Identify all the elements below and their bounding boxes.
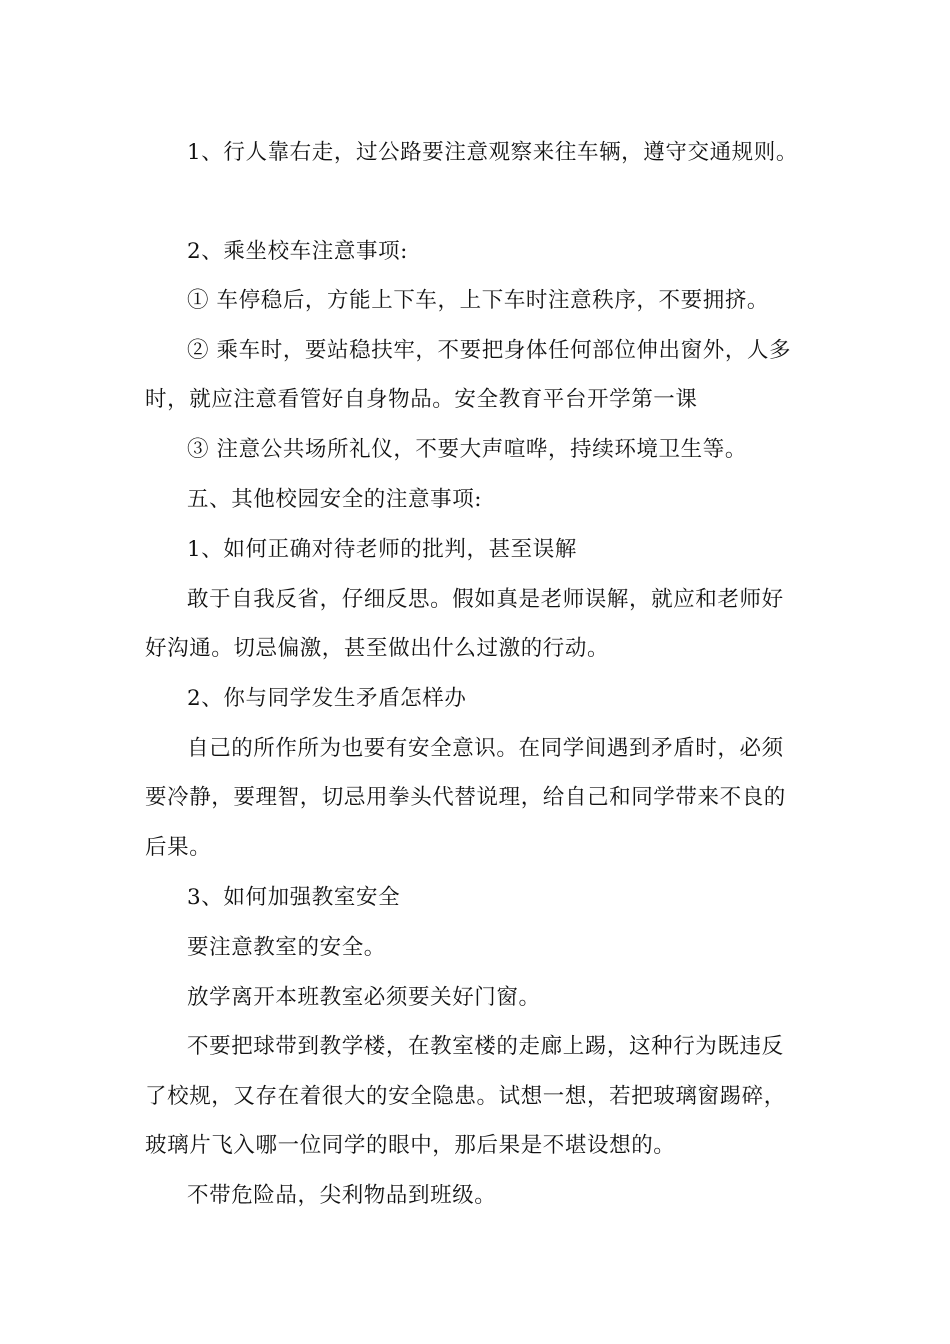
paragraph-line: ① 车停稳后，方能上下车，上下车时注意秩序，不要拥挤。	[187, 288, 770, 313]
paragraph-line: 不带危险品，尖利物品到班级。	[187, 1183, 497, 1208]
paragraph-line: 自己的所作所为也要有安全意识。在同学间遇到矛盾时，必须	[187, 736, 784, 761]
paragraph-line: 1、行人靠右走，过公路要注意观察来往车辆，遵守交通规则。	[187, 140, 798, 165]
paragraph-line: 玻璃片飞入哪一位同学的眼中，那后果是不堪设想的。	[145, 1133, 676, 1158]
paragraph-line: ③ 注意公共场所礼仪，不要大声喧哗，持续环境卫生等。	[187, 437, 747, 462]
paragraph-line: 不要把球带到教学楼，在教室楼的走廊上踢，这种行为既违反	[187, 1034, 784, 1059]
subheading: 3、如何加强教室安全	[187, 885, 401, 910]
paragraph-line: 后果。	[145, 835, 212, 860]
paragraph-line: 敢于自我反省，仔细反思。假如真是老师误解，就应和老师好	[187, 587, 784, 612]
paragraph-line: 要注意教室的安全。	[187, 935, 386, 960]
paragraph-line: 时，就应注意看管好自身物品。安全教育平台开学第一课	[145, 387, 698, 412]
subheading: 2、你与同学发生矛盾怎样办	[187, 686, 467, 711]
paragraph-line: 放学离开本班教室必须要关好门窗。	[187, 985, 541, 1010]
paragraph-line: 了校规，又存在着很大的安全隐患。试想一想，若把玻璃窗踢碎，	[145, 1084, 786, 1109]
paragraph-line: ② 乘车时，要站稳扶牢，不要把身体任何部位伸出窗外，人多	[187, 338, 792, 363]
paragraph-line: 要冷静，要理智，切忌用拳头代替说理，给自己和同学带来不良的	[145, 785, 786, 810]
subheading: 1、如何正确对待老师的批判，甚至误解	[187, 537, 577, 562]
section-heading: 五、其他校园安全的注意事项:	[187, 487, 483, 512]
paragraph-line: 2、乘坐校车注意事项:	[187, 239, 409, 264]
paragraph-line: 好沟通。切忌偏激，甚至做出什么过激的行动。	[145, 636, 610, 661]
